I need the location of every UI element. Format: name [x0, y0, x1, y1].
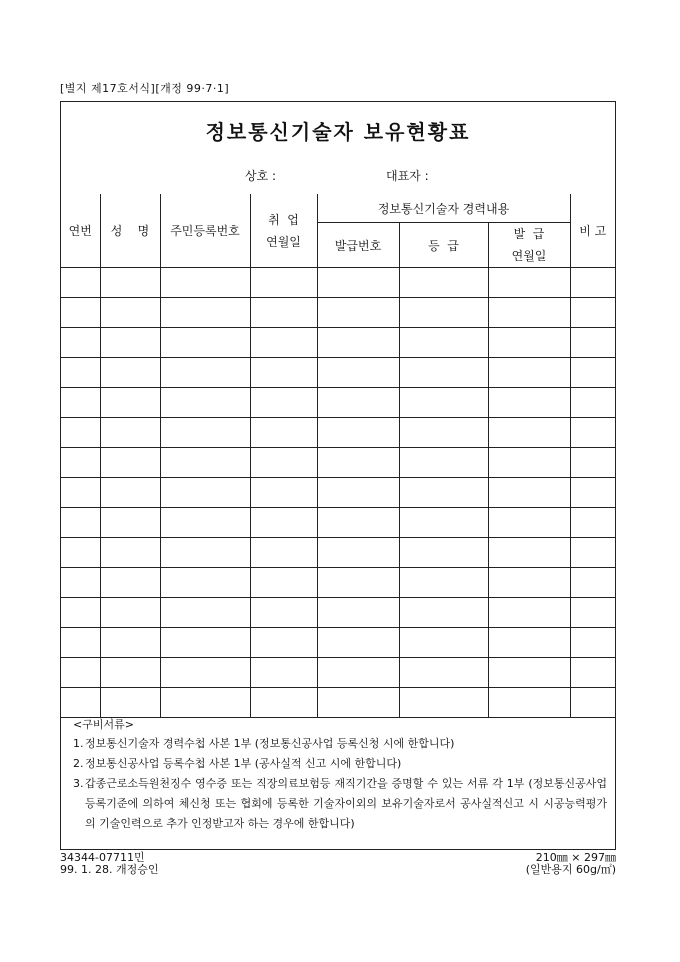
cell-name[interactable]	[100, 268, 160, 298]
required-documents-title: <구비서류>	[73, 718, 134, 731]
cell-remarks[interactable]	[570, 478, 615, 508]
cell-issue-date[interactable]	[488, 628, 570, 658]
cell-remarks[interactable]	[570, 508, 615, 538]
cell-name[interactable]	[100, 358, 160, 388]
cell-name[interactable]	[100, 478, 160, 508]
cell-issue-date[interactable]	[488, 478, 570, 508]
cell-seq[interactable]	[61, 328, 100, 358]
cell-issue-date[interactable]	[488, 358, 570, 388]
cell-employment-date[interactable]	[250, 688, 317, 718]
table-row	[61, 358, 615, 388]
cell-employment-date[interactable]	[250, 268, 317, 298]
form-title: 정보통신기술자 보유현황표	[205, 120, 471, 144]
cell-grade[interactable]	[399, 688, 488, 718]
cell-issue-date[interactable]	[488, 418, 570, 448]
cell-issue-date[interactable]	[488, 328, 570, 358]
note-number: 1.	[73, 737, 84, 750]
table-row	[61, 658, 615, 688]
cell-resident-number[interactable]	[160, 448, 250, 478]
cell-resident-number[interactable]	[160, 478, 250, 508]
cell-grade[interactable]	[399, 478, 488, 508]
cell-employment-date[interactable]	[250, 418, 317, 448]
header-grade: 등 급	[399, 223, 488, 268]
cell-seq[interactable]	[61, 658, 100, 688]
cell-resident-number[interactable]	[160, 388, 250, 418]
cell-grade[interactable]	[399, 418, 488, 448]
cell-name[interactable]	[100, 418, 160, 448]
cell-seq[interactable]	[61, 508, 100, 538]
cell-issue-number[interactable]	[317, 388, 399, 418]
header-issue-date	[488, 223, 570, 268]
cell-grade[interactable]	[399, 388, 488, 418]
cell-issue-date[interactable]	[488, 298, 570, 328]
cell-remarks[interactable]	[570, 538, 615, 568]
cell-remarks[interactable]	[570, 598, 615, 628]
note-item	[73, 774, 607, 834]
cell-seq[interactable]	[61, 628, 100, 658]
form-code: 34344-07711민	[60, 851, 145, 864]
cell-name[interactable]	[100, 658, 160, 688]
cell-employment-date[interactable]	[250, 658, 317, 688]
header-career-group: 정보통신기술자 경력내용	[317, 194, 570, 223]
cell-remarks[interactable]	[570, 628, 615, 658]
cell-resident-number[interactable]	[160, 298, 250, 328]
cell-name[interactable]	[100, 298, 160, 328]
cell-issue-number[interactable]	[317, 538, 399, 568]
cell-resident-number[interactable]	[160, 538, 250, 568]
cell-seq[interactable]	[61, 298, 100, 328]
cell-name[interactable]	[100, 568, 160, 598]
cell-remarks[interactable]	[570, 418, 615, 448]
cell-issue-number[interactable]	[317, 628, 399, 658]
cell-issue-date[interactable]	[488, 538, 570, 568]
representative-label: 대표자 :	[386, 169, 429, 183]
cell-employment-date[interactable]	[250, 538, 317, 568]
cell-remarks[interactable]	[570, 658, 615, 688]
cell-issue-number[interactable]	[317, 448, 399, 478]
cell-grade[interactable]	[399, 298, 488, 328]
cell-name[interactable]	[100, 598, 160, 628]
header-issue-number: 발급번호	[317, 223, 399, 268]
form-frame	[60, 101, 616, 850]
cell-remarks[interactable]	[570, 298, 615, 328]
form-reference: [별지 제17호서식][개정 99·7·1]	[60, 82, 230, 95]
cell-seq[interactable]	[61, 688, 100, 718]
cell-remarks[interactable]	[570, 568, 615, 598]
note-number: 2.	[73, 757, 84, 770]
cell-grade[interactable]	[399, 358, 488, 388]
paper-type: (일반용지 60g/㎡)	[525, 863, 616, 876]
header-issue-date-top: 발 급	[513, 227, 545, 241]
cell-issue-date[interactable]	[488, 598, 570, 628]
cell-resident-number[interactable]	[160, 658, 250, 688]
cell-resident-number[interactable]	[160, 418, 250, 448]
cell-seq[interactable]	[61, 598, 100, 628]
cell-seq[interactable]	[61, 358, 100, 388]
note-text: 정보통신기술자 경력수첩 사본 1부 (정보통신공사업 등록신청 시에 한합니다)	[85, 737, 455, 750]
footer-left	[60, 852, 158, 876]
cell-grade[interactable]	[399, 538, 488, 568]
table-row	[61, 478, 615, 508]
cell-issue-date[interactable]	[488, 388, 570, 418]
cell-employment-date[interactable]	[250, 328, 317, 358]
cell-issue-date[interactable]	[488, 448, 570, 478]
cell-issue-number[interactable]	[317, 478, 399, 508]
header-employment-date-top: 취 업	[268, 212, 299, 227]
header-name: 성 명	[100, 194, 160, 268]
cell-name[interactable]	[100, 388, 160, 418]
cell-grade[interactable]	[399, 658, 488, 688]
cell-grade[interactable]	[399, 508, 488, 538]
cell-issue-date[interactable]	[488, 568, 570, 598]
note-item	[73, 754, 607, 774]
header-issue-date-bottom: 연월일	[511, 249, 547, 263]
cell-grade[interactable]	[399, 598, 488, 628]
cell-issue-number[interactable]	[317, 568, 399, 598]
cell-seq[interactable]	[61, 418, 100, 448]
cell-resident-number[interactable]	[160, 688, 250, 718]
cell-seq[interactable]	[61, 538, 100, 568]
company-label: 상호 :	[245, 169, 277, 183]
note-item	[73, 734, 607, 754]
cell-remarks[interactable]	[570, 268, 615, 298]
cell-issue-number[interactable]	[317, 268, 399, 298]
cell-issue-number[interactable]	[317, 298, 399, 328]
cell-employment-date[interactable]	[250, 598, 317, 628]
cell-grade[interactable]	[399, 448, 488, 478]
header-resident-number: 주민등록번호	[160, 194, 250, 268]
paper-size: 210㎜ × 297㎜	[535, 851, 616, 864]
cell-employment-date[interactable]	[250, 388, 317, 418]
cell-name[interactable]	[100, 508, 160, 538]
table-row	[61, 568, 615, 598]
header-employment-date-bottom: 연월일	[266, 234, 301, 249]
table-row	[61, 598, 615, 628]
cell-issue-number[interactable]	[317, 358, 399, 388]
cell-issue-number[interactable]	[317, 508, 399, 538]
cell-issue-number[interactable]	[317, 688, 399, 718]
cell-issue-date[interactable]	[488, 508, 570, 538]
cell-name[interactable]	[100, 538, 160, 568]
cell-name[interactable]	[100, 448, 160, 478]
cell-name[interactable]	[100, 328, 160, 358]
cell-issue-number[interactable]	[317, 658, 399, 688]
cell-seq[interactable]	[61, 268, 100, 298]
header-employment-date	[250, 194, 317, 268]
table-row	[61, 628, 615, 658]
table-row	[61, 418, 615, 448]
technician-table	[61, 194, 615, 718]
cell-remarks[interactable]	[570, 388, 615, 418]
cell-name[interactable]	[100, 628, 160, 658]
cell-issue-date[interactable]	[488, 688, 570, 718]
header-remarks: 비 고	[570, 194, 615, 268]
table-row	[61, 328, 615, 358]
cell-employment-date[interactable]	[250, 358, 317, 388]
cell-seq[interactable]	[61, 388, 100, 418]
note-number: 3.	[73, 777, 84, 790]
cell-employment-date[interactable]	[250, 508, 317, 538]
required-documents	[73, 716, 607, 834]
cell-grade[interactable]	[399, 328, 488, 358]
approval-date: 99. 1. 28. 개정승인	[60, 863, 159, 876]
cell-grade[interactable]	[399, 568, 488, 598]
note-text: 갑종근로소득원천징수 영수증 또는 직장의료보험등 재직기간을 증명할 수 있는 서류 각 1부 (정보통신공사업 등록기준에 의하여 체신청 또는 협회에 등록한 기술자이외의 보유기술자로서 공사실적신고 시 시공능력평가의 기술인력으로 추가 인정받고자 하는 경우에 한합니다)	[85, 777, 607, 830]
cell-resident-number[interactable]	[160, 358, 250, 388]
cell-resident-number[interactable]	[160, 568, 250, 598]
cell-employment-date[interactable]	[250, 448, 317, 478]
cell-issue-date[interactable]	[488, 268, 570, 298]
cell-employment-date[interactable]	[250, 478, 317, 508]
cell-seq[interactable]	[61, 448, 100, 478]
cell-resident-number[interactable]	[160, 328, 250, 358]
cell-name[interactable]	[100, 688, 160, 718]
footer-right	[526, 852, 616, 876]
cell-remarks[interactable]	[570, 448, 615, 478]
table-row	[61, 508, 615, 538]
cell-grade[interactable]	[399, 628, 488, 658]
table-row	[61, 448, 615, 478]
cell-issue-number[interactable]	[317, 418, 399, 448]
table-row	[61, 298, 615, 328]
cell-resident-number[interactable]	[160, 268, 250, 298]
cell-remarks[interactable]	[570, 328, 615, 358]
table-row	[61, 388, 615, 418]
header-seq: 연번	[61, 194, 100, 268]
table-body	[61, 268, 615, 718]
cell-grade[interactable]	[399, 268, 488, 298]
cell-seq[interactable]	[61, 568, 100, 598]
cell-remarks[interactable]	[570, 358, 615, 388]
table-row	[61, 688, 615, 718]
cell-employment-date[interactable]	[250, 628, 317, 658]
cell-issue-date[interactable]	[488, 658, 570, 688]
table-row	[61, 538, 615, 568]
cell-employment-date[interactable]	[250, 298, 317, 328]
cell-issue-number[interactable]	[317, 598, 399, 628]
table-row	[61, 268, 615, 298]
cell-resident-number[interactable]	[160, 508, 250, 538]
cell-issue-number[interactable]	[317, 328, 399, 358]
cell-seq[interactable]	[61, 478, 100, 508]
cell-resident-number[interactable]	[160, 628, 250, 658]
cell-remarks[interactable]	[570, 688, 615, 718]
cell-resident-number[interactable]	[160, 598, 250, 628]
cell-employment-date[interactable]	[250, 568, 317, 598]
note-text: 정보통신공사업 등록수첩 사본 1부 (공사실적 신고 시에 한합니다)	[85, 757, 402, 770]
